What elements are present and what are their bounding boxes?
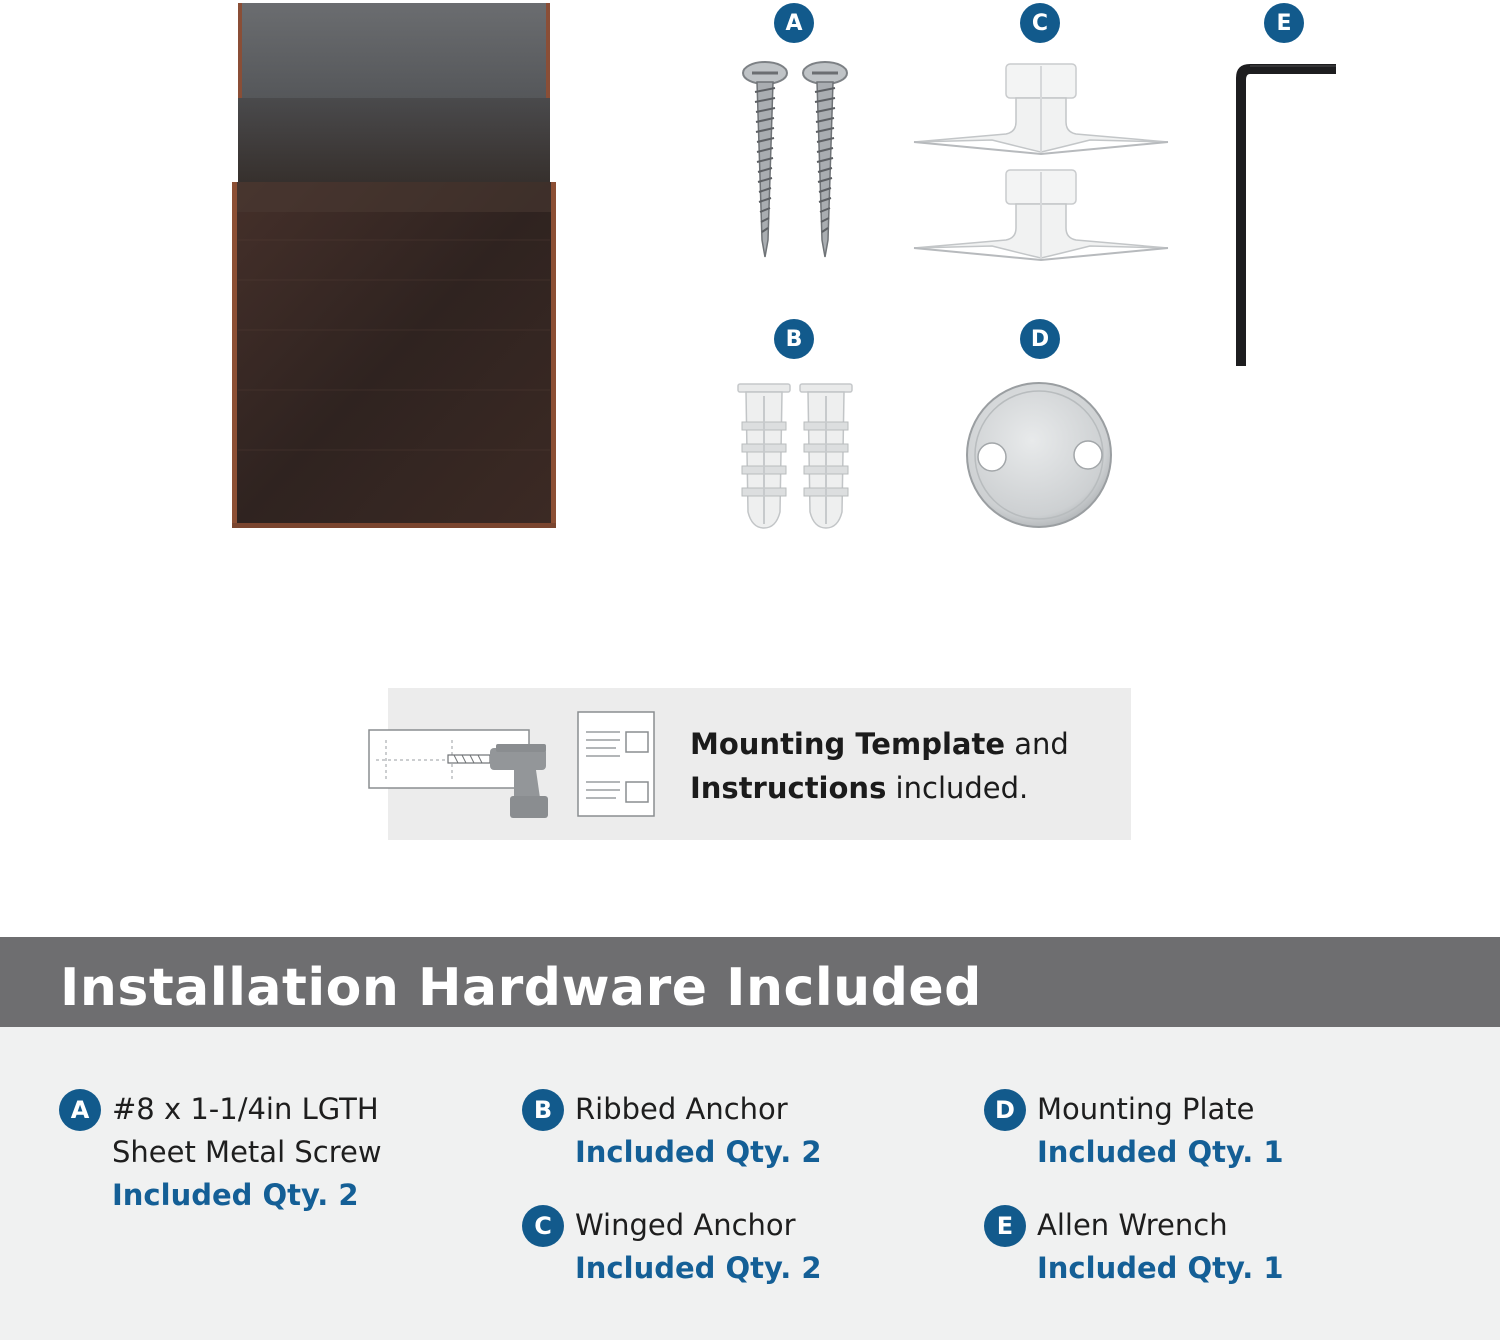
item-a-qty: Included Qty. 2	[112, 1178, 359, 1212]
list-badge-b: B	[522, 1089, 564, 1131]
list-item-b	[575, 1088, 955, 1174]
template-note	[690, 722, 1110, 810]
item-d-qty: Included Qty. 1	[1037, 1135, 1284, 1169]
ribbed-anchor-icon	[736, 382, 854, 532]
list-badge-e: E	[984, 1205, 1026, 1247]
list-item-e	[1037, 1204, 1437, 1290]
mounting-plate-icon	[964, 382, 1114, 532]
template-note-bold-2: Instructions	[690, 771, 887, 805]
hook-product-image	[228, 0, 560, 532]
screw-icon	[738, 60, 853, 260]
list-badge-d: D	[984, 1089, 1026, 1131]
list-badge-c: C	[522, 1205, 564, 1247]
badge-c: C	[1020, 3, 1060, 43]
item-e-qty: Included Qty. 1	[1037, 1251, 1284, 1285]
item-a-name-line1: #8 x 1-1/4in LGTH	[112, 1092, 379, 1126]
item-b-name: Ribbed Anchor	[575, 1092, 788, 1126]
item-d-name: Mounting Plate	[1037, 1092, 1255, 1126]
item-b-qty: Included Qty. 2	[575, 1135, 822, 1169]
allen-wrench-icon	[1228, 58, 1340, 370]
list-item-a	[112, 1088, 492, 1217]
badge-a: A	[774, 3, 814, 43]
item-e-name: Allen Wrench	[1037, 1208, 1228, 1242]
badge-e: E	[1264, 3, 1304, 43]
item-c-qty: Included Qty. 2	[575, 1251, 822, 1285]
template-note-text-1: and	[1005, 727, 1069, 761]
template-note-text-2: included.	[886, 771, 1029, 805]
list-item-c	[575, 1204, 955, 1290]
list-badge-a: A	[59, 1089, 101, 1131]
template-note-bold-1: Mounting Template	[690, 727, 1005, 761]
item-c-name: Winged Anchor	[575, 1208, 796, 1242]
section-title: Installation Hardware Included	[60, 958, 982, 1018]
badge-d: D	[1020, 319, 1060, 359]
drill-template-icon	[366, 726, 552, 820]
item-a-name-line2: Sheet Metal Screw	[112, 1135, 382, 1169]
winged-anchor-icon	[912, 62, 1170, 267]
instructions-document-icon	[576, 710, 658, 820]
list-item-d	[1037, 1088, 1437, 1174]
badge-b: B	[774, 319, 814, 359]
